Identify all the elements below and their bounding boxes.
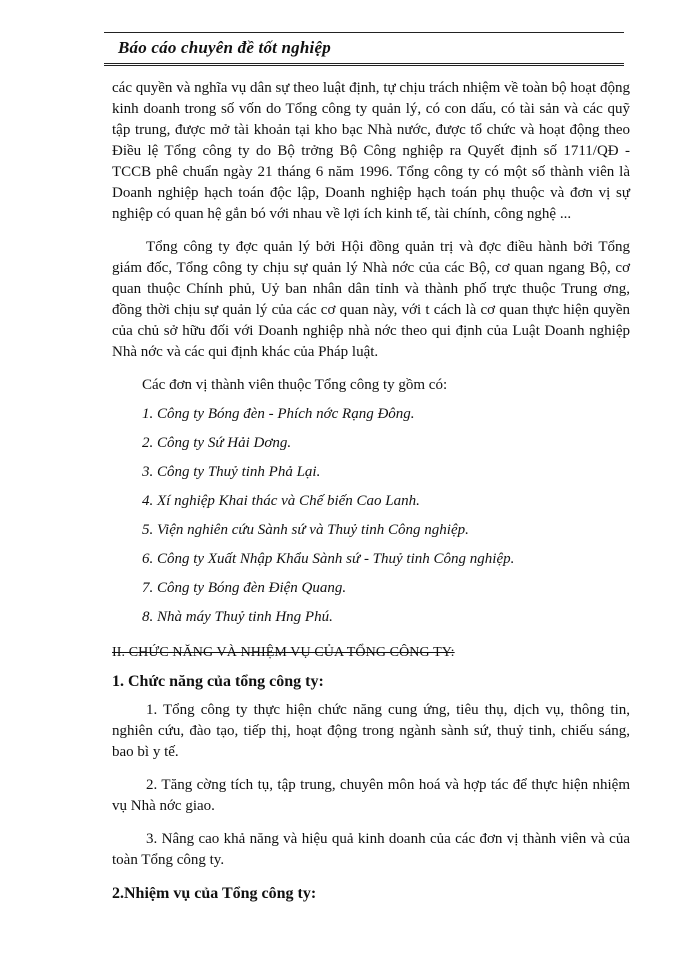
page-header (104, 32, 624, 66)
list-item: 7. Công ty Bóng đèn Điện Quang. (142, 580, 347, 596)
list-item: 3. Công ty Thuỷ tinh Phả Lại. (142, 464, 321, 480)
list-item: 2. Công ty Sứ Hải Dơng. (142, 435, 292, 451)
function-item: 2. Tăng cờng tích tụ, tập trung, chuyên môn hoá và hợp tác để thực hiện nhiệm vụ Nhà nớc giao. (112, 777, 630, 814)
function-item: 1. Tổng công ty thực hiện chức năng cung ứng, tiêu thụ, dịch vụ, thông tin, nghiên cứu, đào tạo, tiếp thị, hoạt động trong ngành sành sứ, thuỷ tinh, chiếu sáng, bao bì y tế. (112, 702, 630, 760)
duties-heading: 2.Nhiệm vụ của Tổng công ty: (112, 885, 317, 902)
paragraph-management: Tổng công ty đợc quản lý bởi Hội đồng quản trị và đợc điều hành bởi Tổng giám đốc, Tổng công ty chịu sự quản lý Nhà nớc của các Bộ, cơ quan ngang Bộ, cơ quan thuộc Chính phủ, Uỷ ban nhân dân tỉnh và thành phố trực thuộc Trung ơng, đồng thời chịu sự quản lý của các cơ quan này, với t cách là cơ quan thực hiện quyền của chủ sở hữu đối với Doanh nghiệp nhà nớc theo qui định của Luật Doanh nghiệp Nhà nớc và các qui định khác của Pháp luật. (112, 239, 630, 360)
members-intro: Các đơn vị thành viên thuộc Tổng công ty gồm có: (142, 377, 448, 393)
list-item: 4. Xí nghiệp Khai thác và Chế biến Cao Lanh. (142, 493, 420, 509)
paragraph-intro: các quyền và nghĩa vụ dân sự theo luật định, tự chịu trách nhiệm về toàn bộ hoạt động kinh doanh trong số vốn do Tổng công ty quản lý, có con dấu, có tài sản và các quỹ tập trung, được mở tài khoản tại kho bạc Nhà nước, được tổ chức và hoạt động theo Điều lệ Tổng công ty do Bộ trởng Bộ Công nghiệp ra Quyết định số 1711/QĐ - TCCB phê chuẩn ngày 21 tháng 6 năm 1996. Tổng công ty có một số thành viên là Doanh nghiệp hạch toán độc lập, Doanh nghiệp hạch toán phụ thuộc và đơn vị sự nghiệp có quan hệ gắn bó với nhau về lợi ích kinh tế, tài chính, công nghệ ... (112, 80, 630, 222)
list-item: 8. Nhà máy Thuỷ tinh Hng Phú. (142, 609, 333, 625)
header-title: Báo cáo chuyên đề tốt nghiệp (118, 38, 331, 57)
list-item: 6. Công ty Xuất Nhập Khẩu Sành sứ - Thuỷ tinh Công nghiệp. (142, 551, 515, 567)
document-body (112, 78, 630, 904)
list-item: 1. Công ty Bóng đèn - Phích nớc Rạng Đông. (142, 406, 415, 422)
section-heading: II. CHỨC NĂNG VÀ NHIỆM VỤ CỦA TỔNG CÔNG TY: (112, 645, 455, 660)
function-item: 3. Nâng cao khả năng và hiệu quả kinh doanh của các đơn vị thành viên và của toàn Tổng công ty. (112, 831, 630, 868)
member-list (112, 404, 630, 628)
functions-heading: 1. Chức năng của tổng công ty: (112, 673, 324, 690)
list-item: 5. Viện nghiên cứu Sành sứ và Thuỷ tinh Công nghiệp. (142, 522, 469, 538)
